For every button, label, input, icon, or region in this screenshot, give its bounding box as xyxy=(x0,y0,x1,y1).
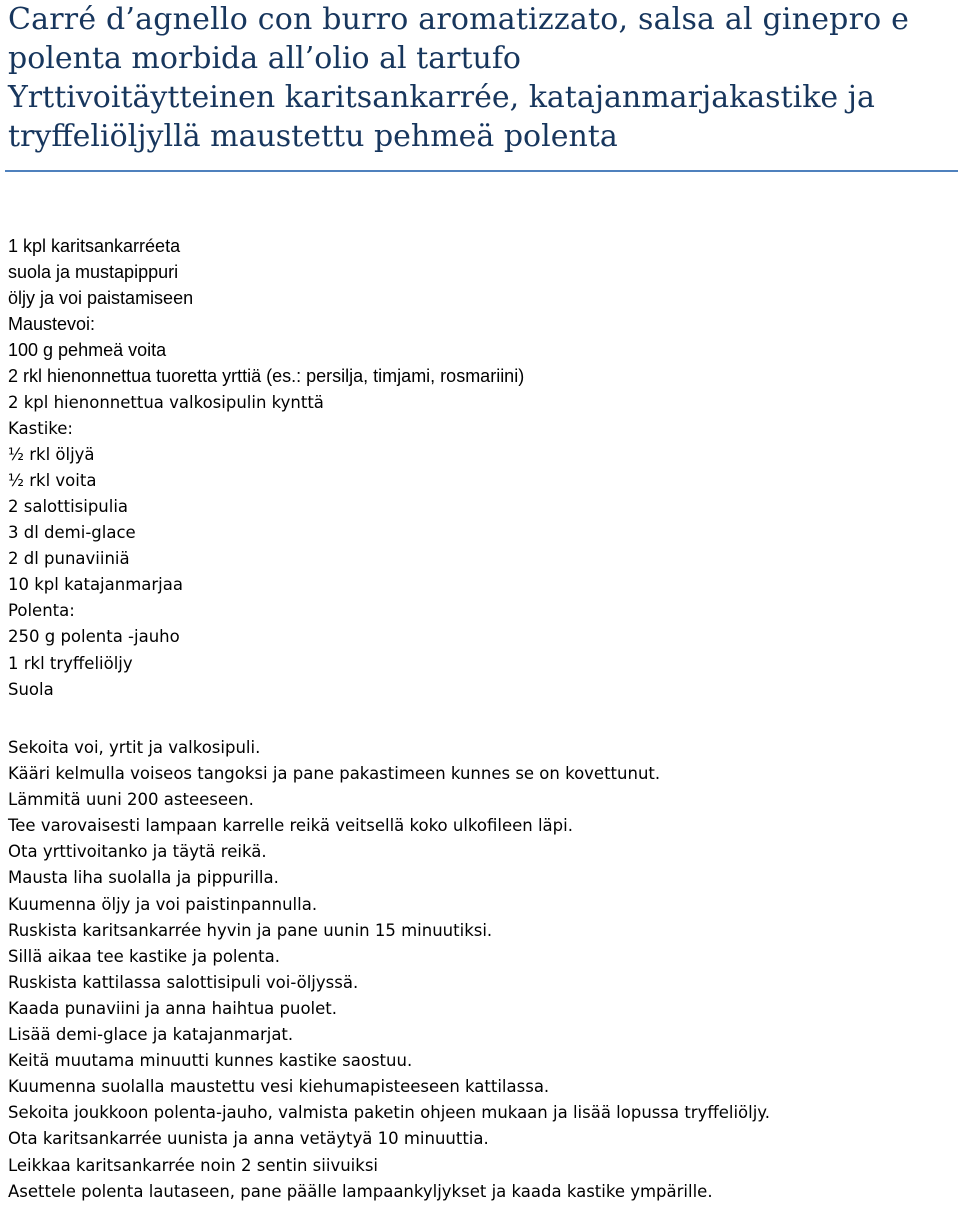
ingredient-item: 2 kpl hienonnettua valkosipulin kynttä xyxy=(8,392,324,412)
ingredient-item: 3 dl demi-glace xyxy=(8,523,136,543)
instruction-step: Sillä aikaa tee kastike ja polenta. xyxy=(8,946,280,966)
instruction-step: Asettele polenta lautaseen, pane päälle lampaankyljykset ja kaada kastike ympärille. xyxy=(8,1181,713,1201)
instruction-step: Sekoita voi, yrtit ja valkosipuli. xyxy=(8,738,261,757)
instruction-step: Sekoita joukkoon polenta-jauho, valmista paketin ohjeen mukaan ja lisää lopussa tryffeliöljy. xyxy=(8,1103,770,1123)
ingredient-item: 1 kpl karitsankarréeta xyxy=(8,236,181,256)
section-label-polenta: Polenta: xyxy=(8,601,75,621)
instruction-step: Ota karitsankarrée uunista ja anna vetäytyä 10 minuuttia. xyxy=(8,1129,489,1149)
instruction-step: Ruskista karitsankarrée hyvin ja pane uunin 15 minuutiksi. xyxy=(8,920,493,940)
ingredient-item: 2 salottisipulia xyxy=(8,496,129,516)
title-underline-rule xyxy=(5,170,958,172)
ingredient-item: Suola xyxy=(8,679,54,699)
section-label-kastike: Kastike: xyxy=(8,418,73,438)
ingredient-item: 100 g pehmeä voita xyxy=(8,340,167,361)
instruction-list xyxy=(8,735,948,1205)
recipe-title xyxy=(8,0,958,156)
ingredient-item: suola ja mustapippuri xyxy=(8,262,179,283)
ingredient-item: ½ rkl öljyä xyxy=(8,444,95,464)
instruction-step: Leikkaa karitsankarrée noin 2 sentin siivuiksi xyxy=(8,1155,378,1175)
ingredient-list xyxy=(8,233,948,703)
instruction-step: Kaada punaviini ja anna haihtua puolet. xyxy=(8,998,337,1018)
instruction-step: Lämmitä uuni 200 asteeseen. xyxy=(8,790,254,810)
instruction-step: Ruskista kattilassa salottisipuli voi-öljyssä. xyxy=(8,972,359,992)
ingredient-item: 1 rkl tryffeliöljy xyxy=(8,653,133,673)
ingredient-item: 2 rkl hienonnettua tuoretta yrttiä (es.: persilja, timjami, rosmariini) xyxy=(8,366,525,387)
ingredient-item: 10 kpl katajanmarjaa xyxy=(8,575,183,595)
ingredient-item: öljy ja voi paistamiseen xyxy=(8,288,194,309)
instruction-step: Mausta liha suolalla ja pippurilla. xyxy=(8,868,279,888)
instruction-step: Lisää demi-glace ja katajanmarjat. xyxy=(8,1025,294,1045)
instruction-step: Keitä muutama minuutti kunnes kastike saostuu. xyxy=(8,1051,413,1071)
ingredient-item: 2 dl punaviiniä xyxy=(8,549,130,569)
title-line-finnish-1: Yrttivoitäytteinen karitsankarrée, katajanmarjakastike ja xyxy=(8,80,875,115)
title-line-italian-1: Carré d’agnello con burro aromatizzato, salsa al ginepro e xyxy=(8,2,910,37)
ingredient-item: 250 g polenta -jauho xyxy=(8,627,180,647)
instruction-step: Ota yrttivoitanko ja täytä reikä. xyxy=(8,842,267,862)
instruction-step: Kuumenna öljy ja voi paistinpannulla. xyxy=(8,894,318,914)
instruction-step: Kääri kelmulla voiseos tangoksi ja pane pakastimeen kunnes se on kovettunut. xyxy=(8,764,661,784)
section-label-maustevoi: Maustevoi: xyxy=(8,314,96,335)
title-line-finnish-2: tryffeliöljyllä maustettu pehmeä polenta xyxy=(8,119,618,154)
ingredient-item: ½ rkl voita xyxy=(8,470,97,490)
title-line-italian-2: polenta morbida all’olio al tartufo xyxy=(8,41,521,76)
instruction-step: Tee varovaisesti lampaan karrelle reikä veitsellä koko ulkofileen läpi. xyxy=(8,816,573,836)
instruction-step: Kuumenna suolalla maustettu vesi kiehumapisteeseen kattilassa. xyxy=(8,1077,550,1097)
